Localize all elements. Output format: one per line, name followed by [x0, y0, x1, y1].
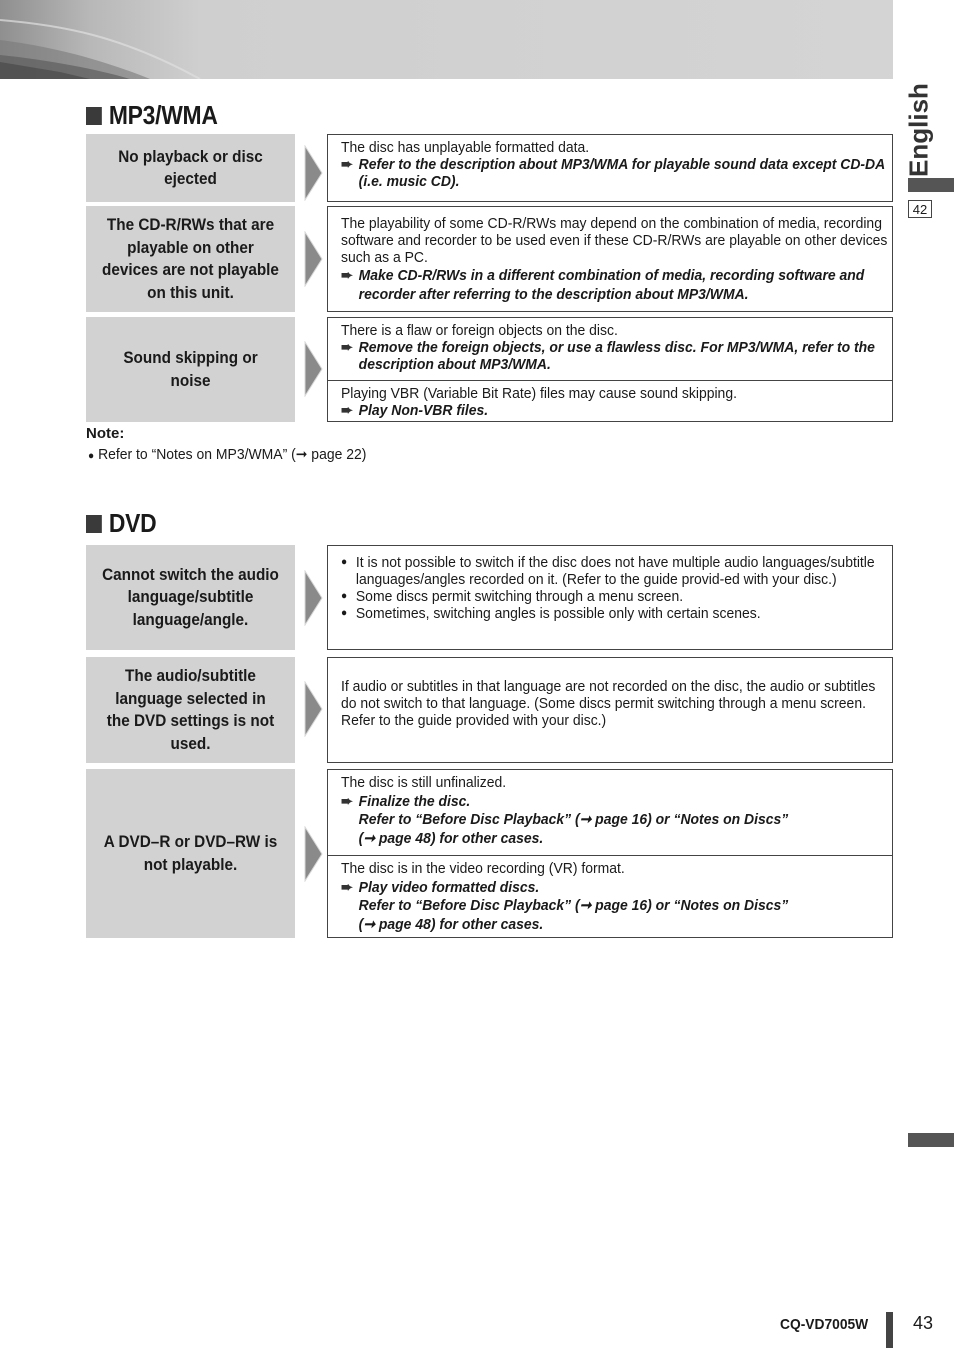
symptom-sound-skipping: Sound skipping or noise: [86, 317, 295, 422]
ref-page-number: 42: [908, 200, 932, 218]
bullet-icon: ●: [88, 450, 95, 462]
action-text: ➨ Play video formatted discs.: [341, 878, 540, 896]
side-bar-marker: [908, 178, 954, 192]
arrow-right-icon: [304, 570, 324, 626]
symptom-dvdr-not-playable: A DVD–R or DVD–RW is not playable.: [86, 769, 295, 938]
reference-text: Refer to “Before Disc Playback” (➞ page 16) or “Notes on Discs”: [358, 811, 789, 828]
action-text: ➨ Make CD-R/RWs in a different combination of media, recording software and recorder after referring to the description about MP3/WMA.: [341, 267, 865, 303]
action-text: ➨ Refer to the description about MP3/WMA for playable sound data except CD-DA (i.e. music CD).: [341, 156, 885, 190]
symptom-language-not-used: The audio/subtitle language selected in the DVD settings is not used.: [86, 657, 295, 763]
page-number: 43: [913, 1313, 934, 1333]
list-item: ● Some discs permit switching through a menu screen.: [341, 588, 684, 605]
reference-text: (➞ page 48) for other cases.: [358, 915, 544, 933]
side-bar-marker-bottom: [908, 1133, 954, 1147]
language-tab: English: [903, 83, 934, 177]
cause-text: The disc is in the video recording (VR) format.: [341, 860, 625, 877]
pointer-arrow-icon: ➨: [341, 267, 353, 284]
cause-text: There is a flaw or foreign objects on the disc.: [341, 322, 618, 339]
bullet-icon: ●: [341, 590, 348, 602]
note-label: Note:: [86, 425, 125, 442]
solution-item: [328, 770, 892, 855]
solution-box: [327, 317, 893, 422]
bullet-icon: ●: [341, 556, 348, 568]
square-bullet-icon: [86, 107, 102, 125]
arrow-right-icon: [304, 145, 324, 201]
cause-text: The disc has unplayable formatted data.: [341, 139, 590, 156]
solution-box: [327, 545, 893, 650]
solution-item: [328, 135, 892, 194]
footer-divider: [886, 1312, 893, 1348]
reference-text: (➞ page 48) for other cases.: [358, 829, 544, 847]
solution-item: [328, 546, 892, 626]
solution-item: [328, 318, 892, 380]
pointer-arrow-icon: ➨: [341, 402, 353, 419]
section-title-dvd: DVD: [86, 508, 156, 539]
list-item: ● Sometimes, switching angles is possible only with certain scenes.: [341, 605, 761, 622]
arrow-right-icon: [304, 231, 324, 287]
pointer-arrow-icon: ➨: [341, 792, 353, 810]
solution-box: [327, 657, 893, 763]
cause-text: Playing VBR (Variable Bit Rate) files may cause sound skipping.: [341, 385, 737, 402]
cause-text: The disc is still unfinalized.: [341, 774, 507, 791]
solution-box: [327, 206, 893, 312]
pointer-arrow-icon: ➨: [341, 878, 353, 896]
pointer-arrow-icon: ➨: [341, 339, 353, 356]
symptom-cannot-switch-language: Cannot switch the audio language/subtitle language/angle.: [86, 545, 295, 650]
bullet-icon: ●: [341, 607, 348, 619]
landscape-image: [0, 0, 893, 79]
solution-box: [327, 134, 893, 202]
arrow-right-icon: [304, 826, 324, 882]
solution-item: [328, 855, 892, 938]
model-number: CQ-VD7005W: [780, 1316, 869, 1333]
action-text: ➨ Remove the foreign objects, or use a flawless disc. For MP3/WMA, refer to the description about MP3/WMA.: [341, 339, 875, 373]
symptom-cdr-not-playable: The CD-R/RWs that are playable on other devices are not playable on this unit.: [86, 206, 295, 312]
action-text: ➨ Play Non-VBR files.: [341, 402, 489, 419]
cause-text: The playability of some CD-R/RWs may depend on the combination of media, recording software and recorder to be used even if these CD-R/RWs are playable on other devices such as a PC.: [341, 215, 888, 266]
symptom-no-playback: No playback or disc ejected: [86, 134, 295, 202]
section-title-mp3wma: MP3/WMA: [86, 100, 218, 131]
note-text: ● Refer to “Notes on MP3/WMA” (➞ page 22): [88, 446, 367, 463]
list-item: ● It is not possible to switch if the disc does not have multiple audio languages/subtitle languages/angles recorded on it. (Refer to the guide provid-ed with your disc.): [341, 554, 875, 588]
arrow-right-icon: [304, 341, 324, 397]
arrow-right-icon: [304, 681, 324, 737]
reference-text: Refer to “Before Disc Playback” (➞ page 16) or “Notes on Discs”: [358, 897, 789, 914]
solution-item: [328, 380, 892, 423]
solution-text: If audio or subtitles in that language are not recorded on the disc, the audio or subtitles do not switch to that language. (Some discs permit switching through a menu screen. Refer to the guide provided with your disc.): [341, 677, 876, 729]
pointer-arrow-icon: ➨: [341, 156, 353, 173]
solution-item: [328, 207, 892, 308]
solution-item: [328, 674, 892, 747]
header-banner: [0, 0, 893, 79]
action-text: ➨ Finalize the disc.: [341, 792, 471, 810]
square-bullet-icon: [86, 515, 102, 533]
solution-box: [327, 769, 893, 938]
